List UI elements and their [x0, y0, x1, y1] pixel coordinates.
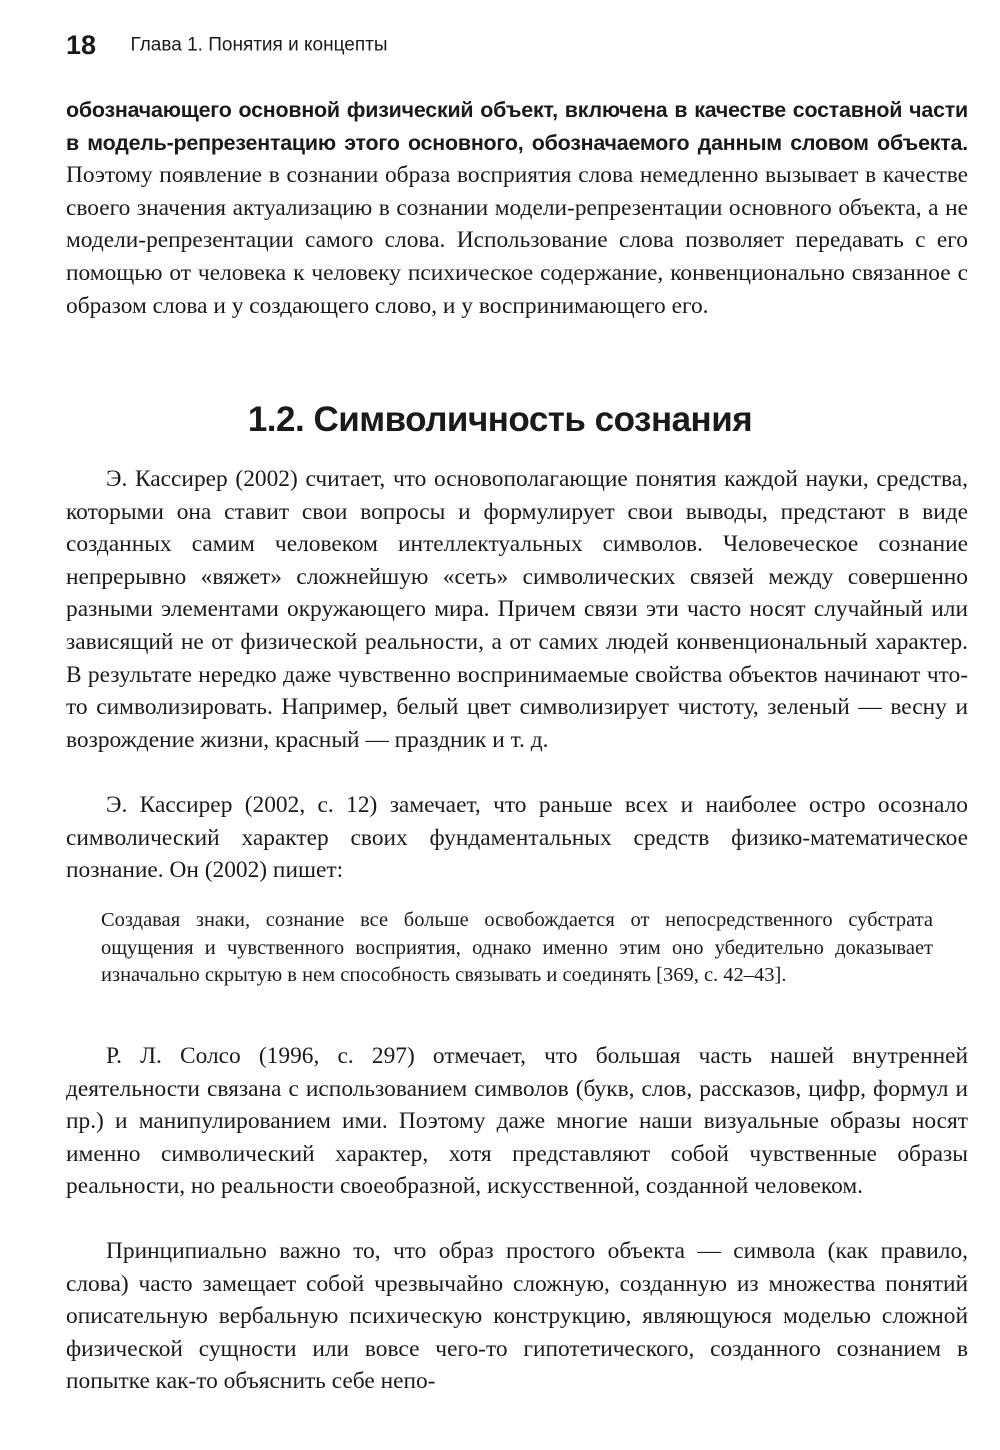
bold-lead-text: обозначающего основной физический объект, включена в качестве составной части в модель-репрезентацию этого основного, обозначаемого данным словом объекта. — [66, 98, 968, 155]
paragraph-text: Поэтому появление в сознании образа восприятия слова немедленно вызывает в качестве своего значения актуализацию в сознании модели-репрезентации основного объекта, а не модели-репрезентации самого слова. Использование слова позволяет передавать с его помощью от человека к человеку психическое содержание, конвенционально связанное с образом слова и у создающего слово, и у воспринимающего его. — [66, 162, 968, 319]
continued-paragraph — [66, 94, 968, 322]
paragraph-solso: Р. Л. Солсо (1996, с. 297) отмечает, что большая часть нашей внутренней деятельности связана с использованием символов (букв, слов, рассказов, цифр, формул и пр.) и манипулированием ими. Поэтому даже многие наши визуальные образы носят именно символический характер, хотя представляют собой чувственные образы реальности, но реальности своеобразной, искусственной, созданной человеком. — [66, 1043, 968, 1200]
paragraph-principle: Принципиально важно то, что образ простого объекта — символа (как правило, слова) часто замещает собой чрезвычайно сложную, созданную из множества понятий описательную вербальную психическую конструкцию, являющуюся моделью сложной физической сущности или вовсе чего-то гипотетического, созданного сознанием в попытке как-то объяснить себе непо- — [66, 1238, 968, 1395]
page-number: 18 — [66, 30, 97, 60]
paragraph-cassirer-2: Э. Кассирер (2002, с. 12) замечает, что раньше всех и наиболее остро осознало символический характер своих фундаментальных средств физико-математическое познание. Он (2002) пишет: — [66, 792, 968, 884]
section-heading: 1.2. Символичность сознания — [247, 400, 753, 439]
paragraph-cassirer-1: Э. Кассирер (2002) считает, что основополагающие понятия каждой науки, средства, которыми она ставит свои вопросы и формулирует свои выводы, предстают в виде созданных самим человеком интеллектуальных символов. Человеческое сознание непрерывно «вяжет» сложнейшую «сеть» символических связей между совершенно разными элементами окружающего мира. Причем связи эти часто носят случайный или зависящий не от физической реальности, а от самих людей конвенциональный характер. В результате нередко даже чувственно воспринимаемые свойства объектов начинают что-то символизировать. Например, белый цвет символизирует чистоту, зеленый — весну и возрождение жизни, красный — праздник и т. д. — [66, 466, 968, 753]
block-quote: Создавая знаки, сознание все больше освобождается от непосредственного субстрата ощущения и чувственного восприятия, однако именно этим оно убедительно доказывает изначально скрытую в нем способность связывать и соединять [369, с. 42–43]. — [101, 909, 933, 986]
running-header — [66, 30, 387, 61]
chapter-title: Глава 1. Понятия и концепты — [130, 34, 388, 56]
